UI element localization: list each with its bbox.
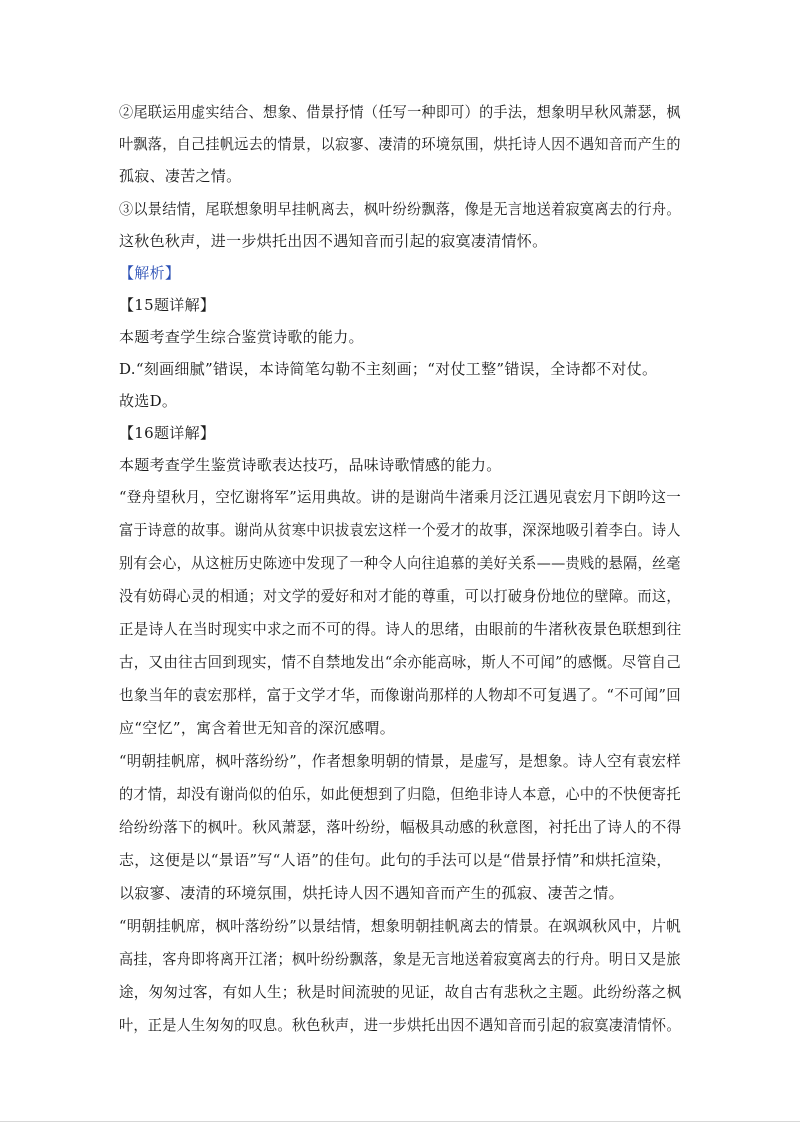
body-line: 古，又由往古回到现实，情不自禁地发出“余亦能高咏，斯人不可闻”的感慨。尽管自己	[119, 653, 682, 671]
body-line: “登舟望秋月，空忆谢将军”运用典故。讲的是谢尚牛渚乘月泛江遇见袁宏月下朗吟这一	[119, 488, 682, 506]
answer-line: 这秋色秋声，进一步烘托出因不遇知音而引起的寂寞凄清情怀。	[119, 232, 548, 250]
answer-line: ②尾联运用虚实结合、想象、借景抒情（任写一种即可）的手法，想象明早秋风萧瑟，枫	[119, 103, 681, 121]
body-line: 的才情，却没有谢尚似的伯乐，如此便想到了归隐，但绝非诗人本意，心中的不快便寄托	[119, 785, 681, 803]
analysis-heading: 【解析】	[119, 264, 181, 282]
question-16-heading: 【16题详解】	[119, 424, 216, 442]
body-line: 志，这便是以“景语”写“人语”的佳句。此句的手法可以是“借景抒情”和烘托渲染，	[119, 851, 672, 869]
body-line: 没有妨碍心灵的相通；对文学的爱好和对才能的尊重，可以打破身份地位的壁障。而这，	[119, 587, 681, 605]
page-edge-divider	[0, 1121, 800, 1122]
body-line: 叶，正是人生匆匆的叹息。秋色秋声，进一步烘托出因不遇知音而引起的寂寞凄清情怀。	[119, 1016, 681, 1034]
body-line: D.“刻画细腻”错误，本诗简笔勾勒不主刻画；“对仗工整”错误，全诗都不对仗。	[119, 360, 658, 378]
answer-line: 孤寂、凄苦之情。	[119, 167, 242, 185]
answer-line: ③以景结情，尾联想象明早挂帆离去，枫叶纷纷飘落，像是无言地送着寂寞离去的行舟。	[119, 200, 681, 218]
body-line: 也象当年的袁宏那样，富于文学才华，而像谢尚那样的人物却不可复遇了。“不可闻”回	[119, 686, 682, 704]
body-line: 别有会心，从这桩历史陈迹中发现了一种令人向往追慕的美好关系——贵贱的悬隔，丝毫	[119, 554, 681, 572]
body-line: 本题考查学生综合鉴赏诗歌的能力。	[119, 328, 364, 346]
body-line: 给纷纷落下的枫叶。秋风萧瑟，落叶纷纷，幅极具动感的秋意图，衬托出了诗人的不得	[119, 818, 682, 836]
body-line: 故选D。	[119, 392, 178, 410]
body-line: 正是诗人在当时现实中求之而不可的得。诗人的思绪，由眼前的牛渚秋夜景色联想到往	[119, 620, 682, 638]
body-line: 高挂，客舟即将离开江渚；枫叶纷纷飘落，象是无言地送着寂寞离去的行舟。明日又是旅	[119, 950, 681, 968]
body-line: 以寂寥、凄清的环境氛围，烘托诗人因不遇知音而产生的孤寂、凄苦之情。	[119, 884, 624, 902]
body-line: 富于诗意的故事。谢尚从贫寒中识拔袁宏这样一个爱才的故事，深深地吸引着李白。诗人	[119, 521, 681, 539]
body-line: 途，匆匆过客，有如人生；秋是时间流驶的见证，故自古有悲秋之主题。此纷纷落之枫	[119, 983, 682, 1001]
body-line: 本题考查学生鉴赏诗歌表达技巧，品味诗歌情感的能力。	[119, 456, 502, 474]
question-15-heading: 【15题详解】	[119, 296, 216, 314]
body-line: “明朝挂帆席，枫叶落纷纷”以景结情，想象明朝挂帆离去的情景。在飒飒秋风中，片帆	[119, 917, 682, 935]
answer-line: 叶飘落，自己挂帆远去的情景，以寂寥、凄清的环境氛围，烘托诗人因不遇知音而产生的	[119, 135, 681, 153]
body-line: “明朝挂帆席，枫叶落纷纷”，作者想象明朝的情景，是虚写，是想象。诗人空有袁宏样	[119, 752, 682, 770]
body-line: 应“空忆”，寓含着世无知音的深沉感喟。	[119, 719, 396, 737]
